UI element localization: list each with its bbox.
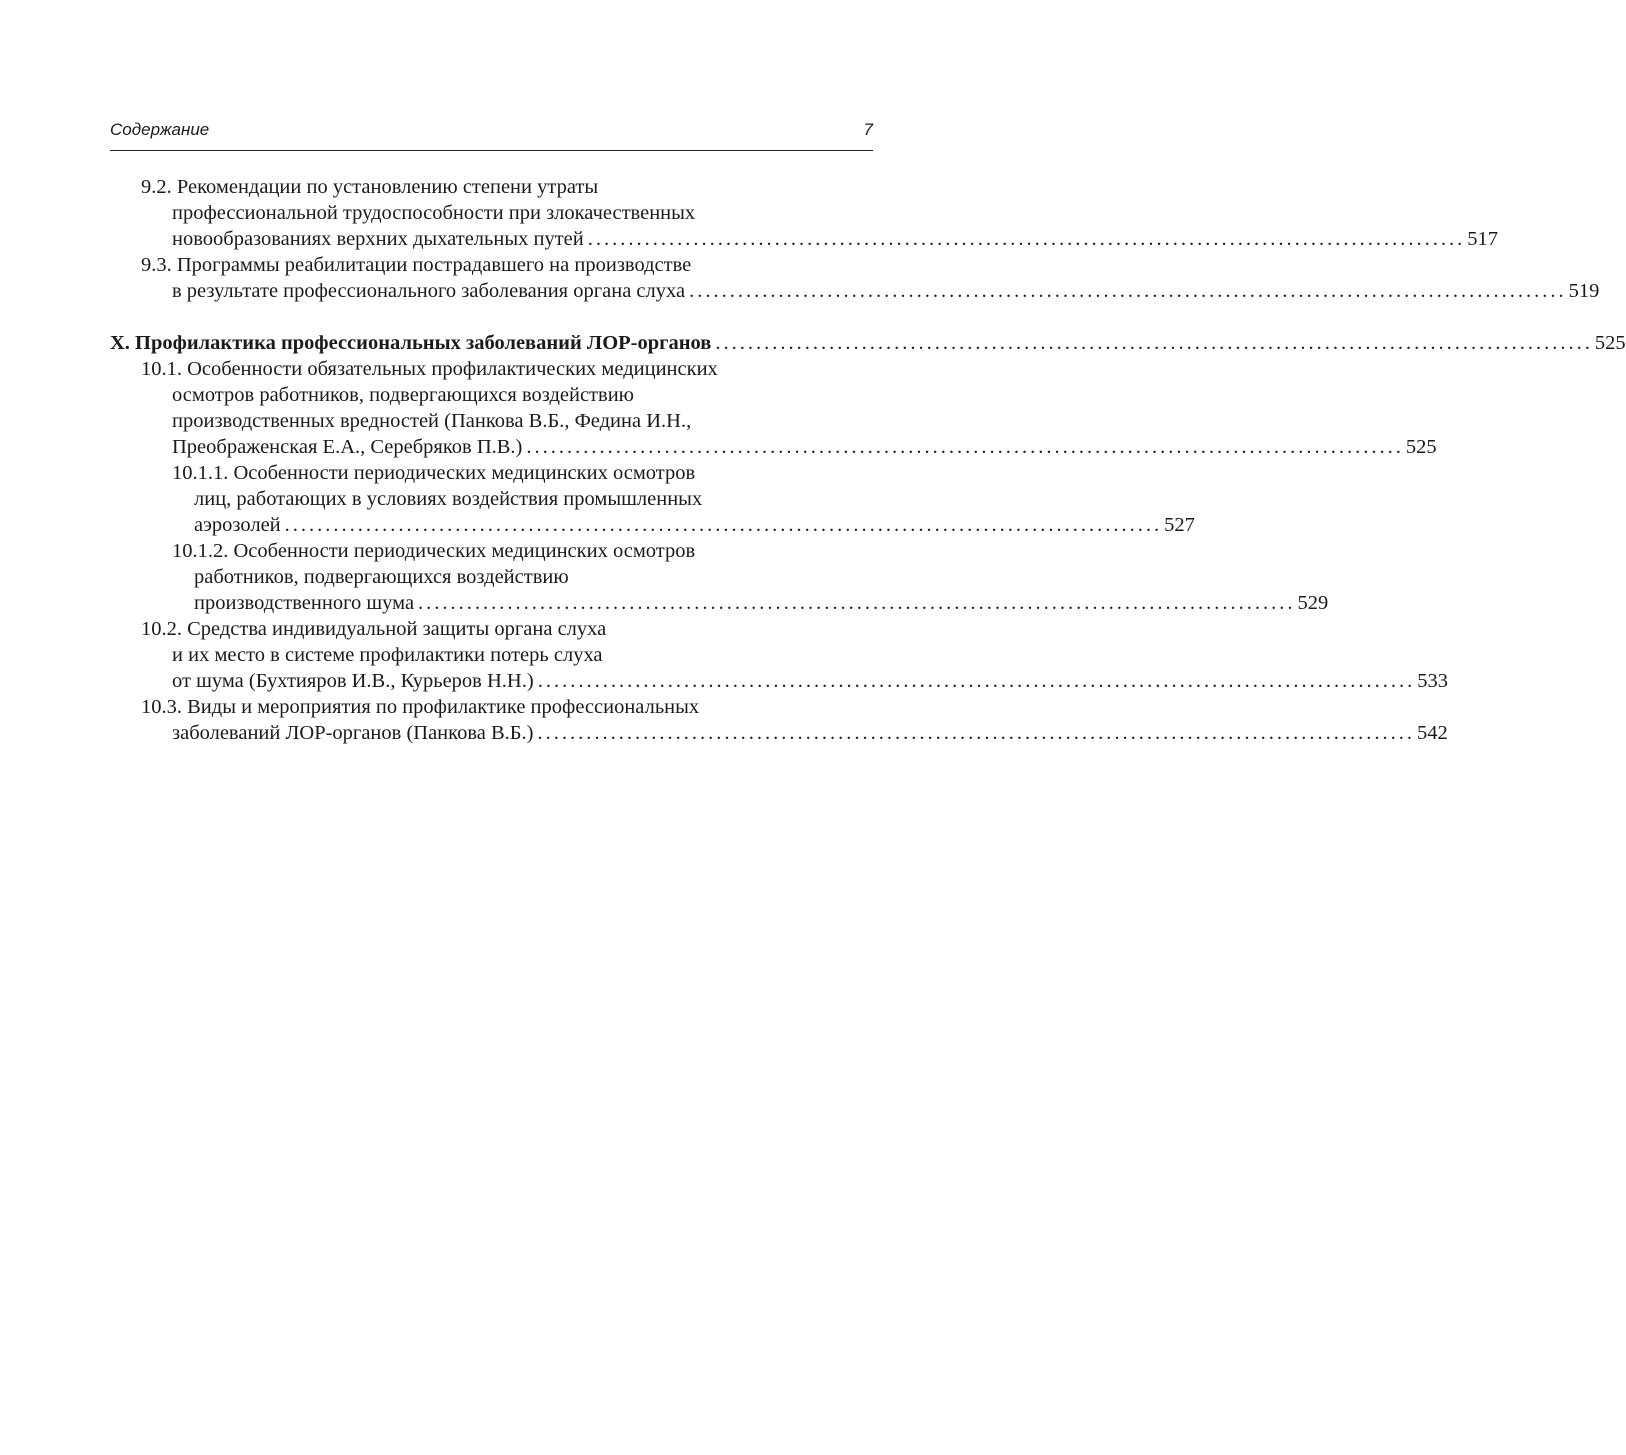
toc-entry-line: 9.3. Программы реабилитации пострадавшего на производстве (141, 254, 692, 276)
toc-page-number: 542 (1416, 722, 1448, 744)
toc-entry-line: 10.1.1. Особенности периодических медицинских осмотров (172, 462, 696, 484)
toc-page-number: 533 (1417, 670, 1448, 692)
toc-entry-10-1-2 (110, 538, 1329, 616)
toc-entry-line: профессиональной трудоспособности при злокачественных (172, 202, 696, 224)
toc-page-number: 527 (1164, 514, 1195, 536)
toc-entry-line: 10.1.2. Особенности периодических медицинских осмотров (172, 540, 696, 562)
dot-leader: ............................................................................................................ (587, 228, 1466, 250)
toc-entry-last-line (110, 720, 1448, 746)
toc-page-number: 525 (1594, 332, 1626, 354)
toc-entry-text: Преображенская Е.А., Серебряков П.В.) (172, 436, 523, 458)
toc-entry-text: заболеваний ЛОР-органов (Панкова В.Б.) (172, 722, 534, 744)
toc-entry-line: 9.2. Рекомендации по установлению степени утраты (141, 176, 599, 198)
toc-entry-10-1 (110, 356, 1437, 460)
toc-entry-last-line (110, 226, 1499, 252)
toc-entry-line: и их место в системе профилактики потерь слуха (172, 644, 603, 666)
toc-entry-line: осмотров работников, подвергающихся воздействию (172, 384, 634, 406)
toc-entry-line: 10.2. Средства индивидуальной защиты органа слуха (141, 618, 607, 640)
toc-entry-last-line (110, 668, 1448, 694)
toc-entry-last-line (110, 590, 1329, 616)
toc-entry-10-3 (110, 694, 1448, 746)
toc-entry-9-2 (110, 174, 1499, 252)
toc-entry-text: от шума (Бухтияров И.В., Курьеров Н.Н.) (172, 670, 534, 692)
toc-page-number: 519 (1568, 280, 1600, 302)
dot-leader: ............................................................................................................ (284, 514, 1163, 536)
toc-entry-last-line (110, 434, 1437, 460)
running-head (110, 116, 873, 151)
dot-leader: ............................................................................................................ (689, 280, 1567, 302)
toc-entry-last-line (110, 278, 1600, 304)
toc-entry-10-1-1 (110, 460, 1195, 538)
dot-leader: ............................................................................................................ (537, 722, 1415, 744)
toc-page-number: 517 (1467, 228, 1499, 250)
running-head-section: Содержание (110, 120, 210, 139)
dot-leader: ............................................................................................................ (418, 592, 1296, 614)
toc-entry-text: новообразованиях верхних дыхательных путей (172, 228, 584, 250)
running-head-page-number: 7 (863, 120, 873, 139)
toc-entry-last-line (110, 330, 1626, 356)
toc-page-number: 525 (1405, 436, 1437, 458)
toc-entry-10-2 (110, 616, 1448, 694)
toc-entry-text: производственного шума (194, 592, 415, 614)
toc-entry-line: 10.1. Особенности обязательных профилактических медицинских (141, 358, 718, 380)
toc-entry-line: лиц, работающих в условиях воздействия промышленных (194, 488, 703, 510)
table-of-contents (110, 174, 1626, 746)
toc-entry-line: 10.3. Виды и мероприятия по профилактике профессиональных (141, 696, 700, 718)
toc-entry-line: производственных вредностей (Панкова В.Б., Федина И.Н., (172, 410, 692, 432)
toc-entry-9-3 (110, 252, 1600, 304)
dot-leader: ............................................................................................................ (526, 436, 1404, 458)
toc-entry-line: работников, подвергающихся воздействию (194, 566, 569, 588)
dot-leader: ............................................................................................................ (715, 332, 1593, 354)
toc-chapter-title: X. Профилактика профессиональных заболеваний ЛОР-органов (110, 332, 712, 354)
toc-chapter-x (110, 330, 1626, 356)
toc-page-number: 529 (1297, 592, 1329, 614)
toc-entry-text: аэрозолей (194, 514, 281, 536)
toc-entry-text: в результате профессионального заболевания органа слуха (172, 280, 686, 302)
dot-leader: ............................................................................................................ (537, 670, 1416, 692)
toc-entry-last-line (110, 512, 1195, 538)
